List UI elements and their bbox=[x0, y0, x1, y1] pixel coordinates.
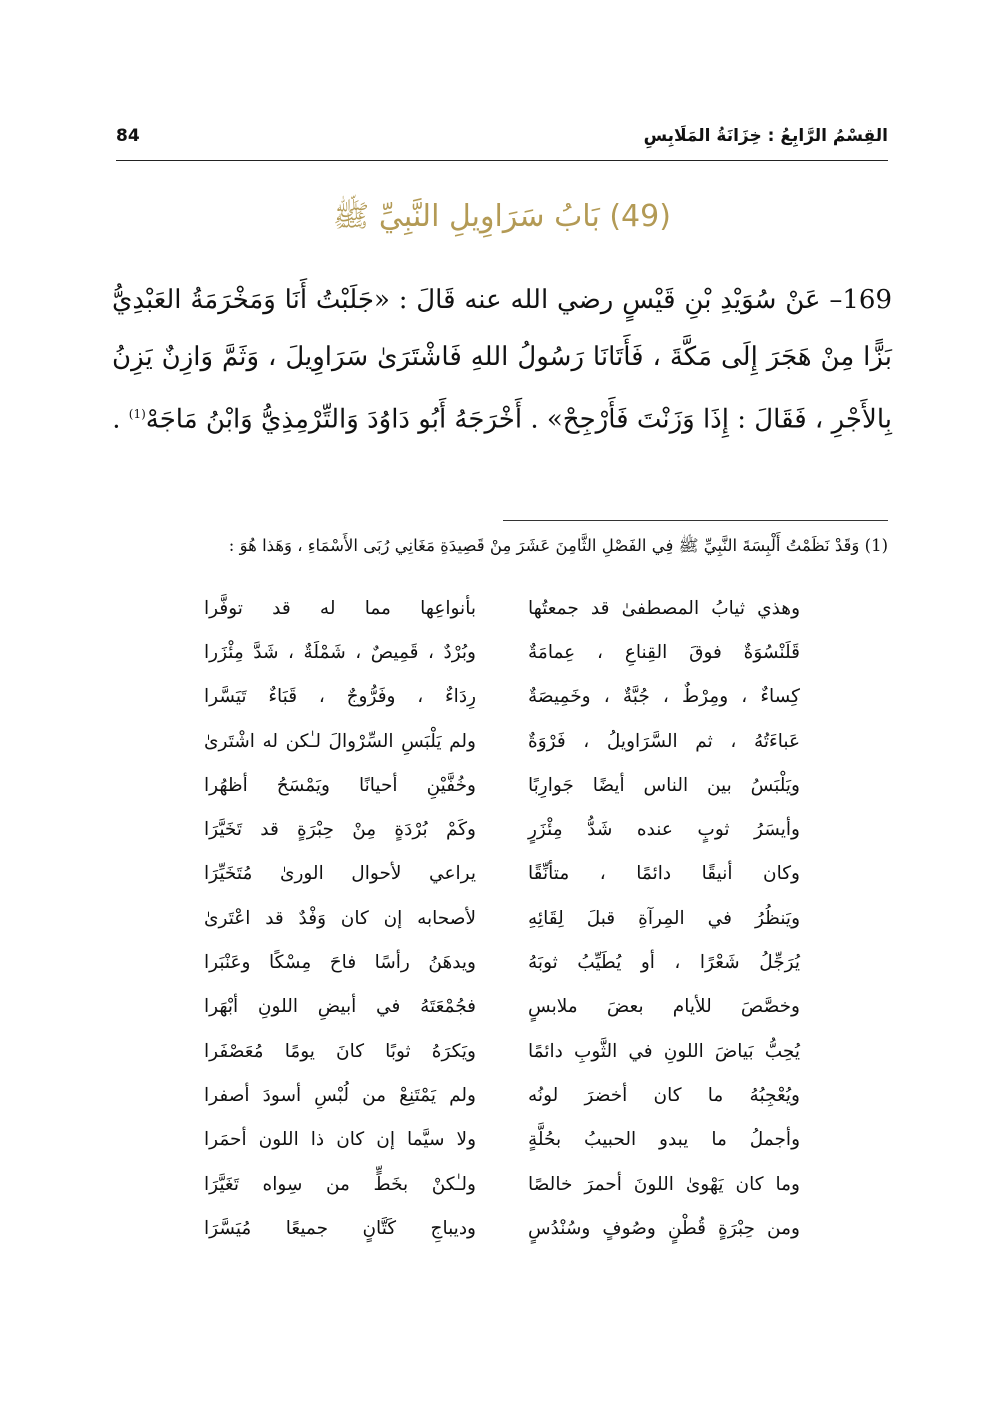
verse-first-hemistich: وكان أنيقًا دائمًا ، متأنِّقًا bbox=[528, 863, 800, 885]
verse-first-hemistich: ومن حِبْرَةٍ قُطْنٍ وصُوفٍ وسُنْدُسٍ bbox=[528, 1217, 800, 1239]
poem-verse bbox=[204, 1206, 800, 1250]
verse-second-hemistich: وخُفَّيْنِ أحيانًا ويَمْسَحُ أظهُرا bbox=[204, 774, 476, 796]
hadith-text: 169– عَنْ سُوَيْدِ بْنِ قَيْسٍ رضي الله عنه قَالَ : «جَلَبْتُ أَنَا وَمَخْرَمَةُ العَبْدِيُّ بَزًّا مِنْ هَجَرَ إِلَى مَكَّةَ ، فَأَتَانَا رَسُولُ اللهِ فَاشْتَرَىٰ سَرَاوِيلَ ، وَثَمَّ وَازِنٌ يَزِنُ بِالأَجْرِ ، فَقَالَ : إِذَا وَزَنْتَ فَأَرْجِحْ» . أَخْرَجَهُ أَبُو دَاوُدَ وَالتِّرْمِذِيُّ وَابْنُ مَاجَهْ bbox=[112, 285, 892, 435]
poem-verse bbox=[204, 586, 800, 630]
verse-second-hemistich: وديباجِ كَتَّانٍ جميعًا مُيَسَّرَا bbox=[204, 1217, 476, 1239]
verse-first-hemistich: وأيسَرُ ثوبٍ عنده شَدُّ مِئْزَرٍ bbox=[528, 819, 800, 841]
verse-first-hemistich: يُرَجِّلُ شَعْرًا ، أو يُطَيِّبُ ثوبَهُ bbox=[528, 952, 800, 974]
verse-first-hemistich: وخصَّصَ للأيام بعضَ ملابسٍ bbox=[528, 996, 800, 1018]
poem-verse bbox=[204, 807, 800, 851]
verse-second-hemistich: ويدهَنُ رأسًا فاحَ مِسْكًا وعَنْبَرا bbox=[204, 952, 476, 974]
verse-first-hemistich: وأجملُ ما يبدو الحبيبُ بحُلَّةٍ bbox=[528, 1129, 800, 1151]
poem-verse bbox=[204, 1162, 800, 1206]
poem-verse bbox=[204, 1073, 800, 1117]
verse-second-hemistich: ولم يَمْتَنِعْ من لُبْسِ أسودَ أصفرا bbox=[204, 1084, 476, 1106]
section-name: القِسْمُ الرَّابِعُ : خِزَانَةُ المَلَابِسِ bbox=[643, 126, 888, 146]
footnote-intro: (1) وَقَدْ نَظَمْتُ أَلْبِسَةَ النَّبِيِّ ﷺ فِي الفَصْلِ الثَّامِنَ عَشَرَ مِنْ قَصِيدَةِ مَغَانِي رُبَى الأَسْمَاءِ ، وَهَذا هُوَ : bbox=[228, 536, 888, 555]
verse-first-hemistich: يُحِبُّ بَياضَ اللونِ في الثَّوبِ دائمًا bbox=[528, 1040, 800, 1062]
poem-verse bbox=[204, 852, 800, 896]
poem-verse bbox=[204, 940, 800, 984]
verse-second-hemistich: بأنواعِها مما له قد توفَّرا bbox=[204, 597, 476, 619]
verse-second-hemistich: ويَكرَهُ ثوبًا كانَ يومًا مُعَصْفَرا bbox=[204, 1040, 476, 1062]
page-number: 84 bbox=[116, 126, 140, 146]
verse-second-hemistich: ولم يَلْبَسِ السِّرْوالَ لـٰكن له اشْتَرىٰ bbox=[204, 730, 476, 752]
verse-second-hemistich: يراعي لأحوال الورىٰ مُتَخَيِّرَا bbox=[204, 863, 476, 885]
hadith-text-block bbox=[112, 272, 892, 449]
verse-second-hemistich: لأصحابه إن كان وَفْدٌ قد اعْتَرىٰ bbox=[204, 907, 476, 929]
poem-verse bbox=[204, 896, 800, 940]
poem-verse bbox=[204, 763, 800, 807]
poem-verse bbox=[204, 719, 800, 763]
footnote-marker[interactable]: (1) bbox=[128, 407, 146, 421]
verse-first-hemistich: ويَلْبَسُ بين الناس أيضًا جَوارِبًا bbox=[528, 774, 800, 796]
verse-second-hemistich: وبُرْدٌ ، قَمِيصٌ ، شَمْلَةٌ ، شَدَّ مِئْزَرا bbox=[204, 641, 476, 663]
verse-first-hemistich: ويَنظُرُ في المِرآةِ قبلَ لِقَائِهِ bbox=[528, 907, 800, 929]
verse-first-hemistich: وهذي ثيابُ المصطفىٰ قد جمعتُها bbox=[528, 597, 800, 619]
verse-first-hemistich: ويُعْجِبُهُ ما كان أخضرَ لونُه bbox=[528, 1084, 800, 1106]
verse-first-hemistich: كِساءٌ ، ومِرْطٌ ، جُبَّةٌ ، وخَمِيصَةٌ bbox=[528, 686, 800, 708]
verse-second-hemistich: وكَمْ بُرْدَةٍ مِنْ حِبْرَةٍ قد تَخَيَّرَا bbox=[204, 819, 476, 841]
verse-first-hemistich: وما كان يَهْوىٰ اللونَ أحمرَ خالصًا bbox=[528, 1173, 800, 1195]
verse-first-hemistich: عَباءَتُهُ ، ثم السَّرَاويلُ ، فَرْوَةٌ bbox=[528, 730, 800, 752]
verse-second-hemistich: ولـٰكنْ بخَطٍّ من سِواه تَغَيَّرَا bbox=[204, 1173, 476, 1195]
poem-verse bbox=[204, 1118, 800, 1162]
poem-verse bbox=[204, 675, 800, 719]
verse-first-hemistich: قَلَنْسُوَةٌ فوقَ القِناعِ ، عِمامَةٌ bbox=[528, 641, 800, 663]
poem-verse bbox=[204, 630, 800, 674]
footnote-divider bbox=[503, 520, 888, 521]
verse-second-hemistich: فجُمْعَتَهُ في أبيضِ اللونِ أبْهَرا bbox=[204, 996, 476, 1018]
hadith-end-mark: . bbox=[112, 404, 129, 435]
poem-verse bbox=[204, 985, 800, 1029]
poem bbox=[204, 586, 800, 1250]
chapter-title: (49) بَابُ سَرَاوِيلِ النَّبِيِّ ﷺ bbox=[333, 199, 671, 234]
verse-second-hemistich: رِدَاءٌ ، وفَرُّوجٌ ، قَبَاءٌ تَيَسَّرا bbox=[204, 686, 476, 708]
page-header bbox=[116, 120, 888, 161]
verse-second-hemistich: ولا سيَّما إن كان ذا اللون أحمَرا bbox=[204, 1129, 476, 1151]
poem-verse bbox=[204, 1029, 800, 1073]
